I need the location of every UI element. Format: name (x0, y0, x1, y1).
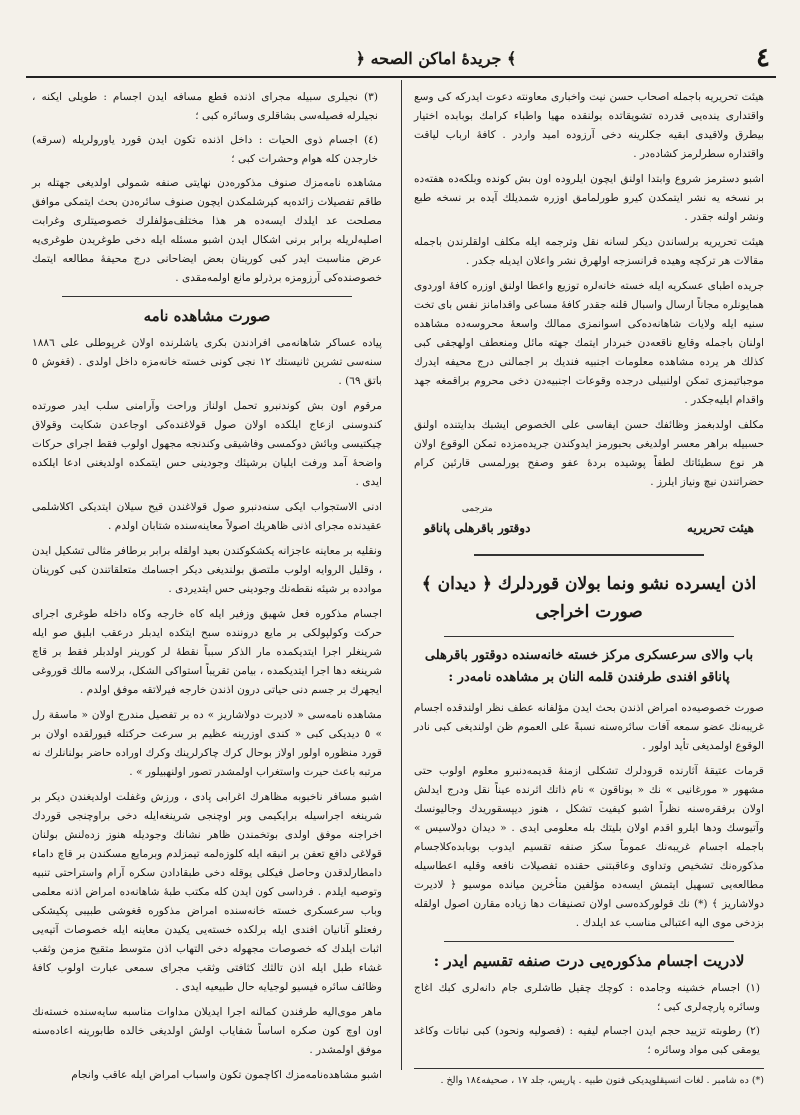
observation-paragraph: ماهر موی‌اليه طرفندن کمالنه اجرا ايديلان مداوات مناسبه سايه‌سنده خسته‌نك اون اوچ کون صکره اساساً شفاياب اولش اولديغی خالده طابورينه اعاده‌سنه موفق اولمشدر . (32, 1006, 382, 1056)
observation-paragraph: ادنی الاستجواب ايکی سنه‌دنبرو صول قولاغندن قيح سيلان ايتديکی اکلاشلمی عقيدنده مجرای اذنی ظاهريك اصولاً معاينه‌سنده شتابان اولدم . (32, 501, 382, 532)
observation-paragraph: پياده عساکر شاهانه‌می افرادندن بکری ياشلرنده اولان غرپوطلی علی ١٨٨٦ سنه‌سی تشرين ثانيستك ١٢ نجی کونی خسته خانه‌مزه داخل اولدی . (قغوش ٥ باتق ٦٩) . (32, 337, 382, 387)
journal-title: ﴿ جريدهٔ اماكن الصحه ﴾ (355, 48, 517, 68)
newspaper-page (26, 40, 776, 1086)
signature-translator (424, 500, 530, 538)
article-paragraph: قرمات عتيقهٔ آثارنده قرودلرك تشکلی ازمنهٔ قديمه‌دنبرو معلوم اولوب حتی مشهور « مورغانيی » نك « بوناقون » نام ذاتك اثرنده عيناً نقل ودرج ايدلش اولان برفقره‌سنه نظراً اشبو کيفيت تشکل ، هنوز دیپسقوريدك وجاليونسك وآتيوسك ودها ايلرو اقدم اولان بليتك بله معلومی ايدی . « ديدان دولاسيس » باجمله اجسام غريبه‌نك عموماً سکز صنفه تقسيم ايدوب بوبابده‌کلاجسام مذکوره‌نك تشخيص وتداوی وعاقبتنی حقنده تفصيلات نافعه وقليه اعطاسيله مطالعه‌يی تسهيل ايتمش ايسه‌ده مؤلفين متأخرين ميانده موسيو ﴿ لاديرت دولاشاريز ﴾ (*) نك قولورکده‌سی اولان تصنيفات دها زياده مقارن اصول اولقله بزدخی موی اليه اعتبالی مناسب عد ايلدك . (414, 765, 764, 929)
translator-name: دوقتور باقرهلی پاناقو (424, 521, 531, 535)
signature-editorial-name: هيئت تحريريه (687, 521, 754, 535)
article-paragraph: صورت خصوصيه‌ده امراض اذندن بحث ايدن مؤلفانه عطف نظر اولندقده اجسام غريبه‌نك عضو سمعه آفات سائره‌سنه نسبةً علی العموم ظن اولنديغی کبی نادر الوقوع اولمديغی تأيد اولور . (414, 702, 764, 752)
signature-editorial (687, 519, 754, 538)
page-number: ٤ (756, 43, 770, 73)
classification-item: (۳) نجيلری سبيله مجرای اذنده قطع مسافه ايدن اجسام : طويلی ايکنه ، نجيلرله فصيله‌سی بشاقلری وسائره کبی ؛ (32, 91, 378, 122)
signature-row (424, 500, 754, 538)
observation-rule (62, 296, 352, 297)
article-paragraph: مشاهده نامه‌مزك صنوف مذکوره‌دن نهايتی صنفه شمولی اولديغی جهتله بر طاقم تفصيلات زائده‌يه کيرشلمکدن ايچون صنوف سائره‌دن بحث ايتمکی موافق مصلحت عد ايلدك ايسه‌ده هر هذا مختلف‌مؤلفلرك خصوصيتلری وغرابت اصليه‌لريله برابر برنی اشکال ايدن اشبو مسئله ايله دخی طوغريدن طوغری‌يه عرض مناسبت ايدر کبی کورينان بعض ايضاحانی درج محيفهٔ مطالعه ايتمك خصوصنده‌کی آرزومزه برذرلو مانع اولمه‌مقدی . (32, 177, 382, 284)
footnote: (*) ده شامبر . لغات انسيقلوپديکی فنون طبيه . پاريس، جلد ١٧ ، صحيفه١٨٤ والخ . (414, 1068, 764, 1089)
article-title: اذن ايسرده نشو ونما بولان قوردلرك ﴿ ديدان ﴾ صورت اخراجی (421, 574, 757, 622)
article-subtitle: باب والای سرعسکری مرکز خسته خانه‌سنده دوقتور باقرهلی پاناقو افندی طرفندن قلمه النان بر مشاهده نامه‌در : (424, 648, 754, 685)
observation-paragraph: ونقليه بر معاينه عاجزانه يکشکوکندن بعيد اولقله برابر برطافر مثالی تشکيل ايدن ، وقليل الروايه اولوب ملتصق بولنديغی ديکر اجسامك متعلقاتندن کبی کورينان موادده بر شيئه نقطه‌نك وجودينی حس ايتديردی . (32, 545, 382, 595)
section-rule (474, 554, 704, 556)
observation-paragraph: مشاهده نامه‌سی « لاديرت دولاشاريز » ده بر تفصيل مندرج اولان « ماسقة رل » ٥ ديديکی کبی « کندی اوزرينه عظيم بر سرعت حرکتله قيورلقده اولان بر قورد منظوره اولور اولاز بوحال کرك چاکرلرينك وکرك اوراده حاضر بولنانلرك نه مرتبه باعث حيرت واستغراب اولمشدر تصور اولنهبيلور » . (32, 709, 382, 778)
observation-paragraph: اشبو مشاهده‌نامه‌مزك اکاچمون تکون واسباب امراض ايله عاقب وانجام (71, 1069, 382, 1081)
observation-heading: صورت مشاهده نامه (143, 307, 271, 325)
column-divider (401, 80, 402, 1070)
classification-item: (٤) اجسام ذوی الحيات : داخل اذنده تکون ايدن قورد ياورولريله (سرقه) خارجدن کله هوام وحشرات کبی ؛ (32, 134, 378, 165)
page-header (26, 40, 776, 78)
intro-paragraph: هيئت تحريريه برلساندن ديکر لسانه نقل وترجمه ايله مکلف اولقلرندن باجمله مقالات هر ترکچه وهيده قرانسزجه اولهرق نشر واعلان ايديله جکدر . (414, 236, 764, 267)
right-column (414, 88, 764, 1086)
intro-paragraph: مکلف اولدبغمز وظائفك حسن ايفاسی علی الخصوص ايشبك بدايتنده اولنق حسبيله براهر معسر اولديغی بحبورمز ايدوکندن جريده‌مزده تمکن الوقوع اولان هر نوع سطيئاتك لطفاً پوشيده بردهٔ عفو وصفح يورلمسی قارئين کرام حضراتندن نيچ ونياز ايلرز . (414, 419, 764, 488)
intro-paragraph: اشبو دسترمز شروع وابتدا اولنق ايچون ايلروده اون بش کونده وبلکه‌ده هفته‌ده بر نسخه يه نشر ايتمکدن کيرو طورلمامق اوزره شمديلك آيده بر نسخه طبع ونشر اولنه جقدر . (414, 173, 764, 223)
observation-paragraph: اجسام مذکوره فعل شهيق وزفير ايله کاه خارجه وکاه داخله طوغری اجرای حرکت وکولپولکی بر مايع دروننده سبح ايتکده ايدبلر درعقب ابليق صو ايله شرينغلر اجرا ايتديکمده مار الذکر سبباً نقطهٔ لر کورينر اولدبلر فقط بر قاچ شرينغه دها اجرا ايتديکمده ، بيامن تقريباً استواکی الشکل، برلاسه مالك قوروغی ايجهرك بر جسم دنی حياتی درون اذندن خارجه فيرلاتقه موفق اولدم . (32, 608, 382, 696)
classification-item: (۱) اجسام خشينه وجامده : کوچك چقيل طاشلری جام دانه‌لری کبك اغاج وسائره پارچه‌لری کبی ؛ (414, 982, 760, 1013)
observation-paragraph: مرقوم اون بش کوندنبرو تحمل اولناز وراحت وآرامنی سلب ايدر صورتده کندوسنی ازعاج ايلکده اولان صول قولاغنده‌کی اوجاعدن شکايت وقولاق چيکتيسی وبائش دوکمسی وفاشيقی وکندنجه مجهول اولوب فقط اجرای حرکات واضحهٔ آمد ورفت ايليان برشيئك وجودينی حس ايتمکده اولديغنی ادعا ايلکده ايدی . (32, 400, 382, 488)
left-column (32, 88, 382, 1081)
translator-label: مترجمی (461, 504, 493, 514)
intro-paragraph: هيئت تحريريه باجمله اصحاب حسن نيت واخباری معاونته دعوت ايدرکه کی وسع واقتداری ينده‌یی قدرده تشويقاتده بولنقده مهيا واطباء کرامك بوبابده اختيار بيطرق ولاقيدی ابقيه جکلرينه دخی آرزوده اميد واردر . کافهٔ ارباب لياقت واقتداره سطرلرمز کشاده‌در . (414, 91, 764, 160)
classification-heading: لادريت اجسام مذکوره‌یی درت صنفه تقسيم ايدر : (433, 952, 745, 970)
observation-paragraph: اشبو مسافر ناخبوبه مظاهرك اغرابی پادی ، ورزش وغفلت اولديغندن ديکر بر شرينغه اجراسيله برايکيمی وبر اوچنجی شرينغه‌ايله دخی براوچنجی قوردك اخراجنه موفق اولدی بوتخمندن ظاهر نشانك وجوديله هنوز زده‌لنش بولنان قولاغی دافع تعفن بر انبقه ايله کلوزه‌لمه تيمزلدم وبرمايع مسکندن بر قاچ داماء دامطارلدقدن وحاصل فيکلی يوقله دخی طبقادادن سکره آرام واستراحتی تنبيه وتوصيه ايلدم . فرداسی کون ايدن کله مکتب طبهٔ شاهانه‌ده امراض اذنه معلمی وباب سرعسکری خسته خانه‌سنده امراض مذکوره قغوشی طبيبی پکيشکی رفعتلو آنانيان افندی ايله برلکده خسته‌يی يکيدن معاينه ايله خصوصات آتيه‌يی اثبات ايلدك که خصوصات مجهوله دخی التهاب اذن متوسط متقيح مزمن وثقب غشاء طبل ايله اذن تالثك کثافتی وثقب مجرای سمعی عبارت اولوب کافهٔ وظائف سائره فيسيو لوجيايه حال طبيعيه ايدی . (32, 791, 382, 993)
classification-item: (۲) رطوبته تزييد حجم ايدن اجسام ليفيه : (فصوليه ونحود) کبی نباتات وکاغد يومقی کبی مواد وسائره ؛ (414, 1025, 760, 1056)
intro-paragraph: جريده اطبای عسکريه ايله خسته خانه‌لره توزيع واعطا اولنق اوزره کافهٔ اوردوی همايونلره مجاناً ارسال واسبال قلنه جقدر کافهٔ مساعی واقدامانز نفس بای تخت سنيه ايله ولايات شاهانه‌ده‌کی اسوانمزی ممالك واسعهٔ محروسه‌ده مشاهده اولنان باجمله وقايع ناقعه‌دن خبردار ايتمك جهته مائل ومنعطف اولهجقی کبی کذلك هر يرده مشاهده معلومات اجنبيه فنديك بر اجمالنی درج محيفه ايدرك موجباتيمزی تمکن اولنبيلی درجده وقوعات اجنبيه‌دن دخی محروم براقمغه جهد واقدام ايليه‌جکدر . (414, 280, 764, 406)
classification-rule (444, 941, 734, 942)
title-rule (444, 636, 734, 637)
